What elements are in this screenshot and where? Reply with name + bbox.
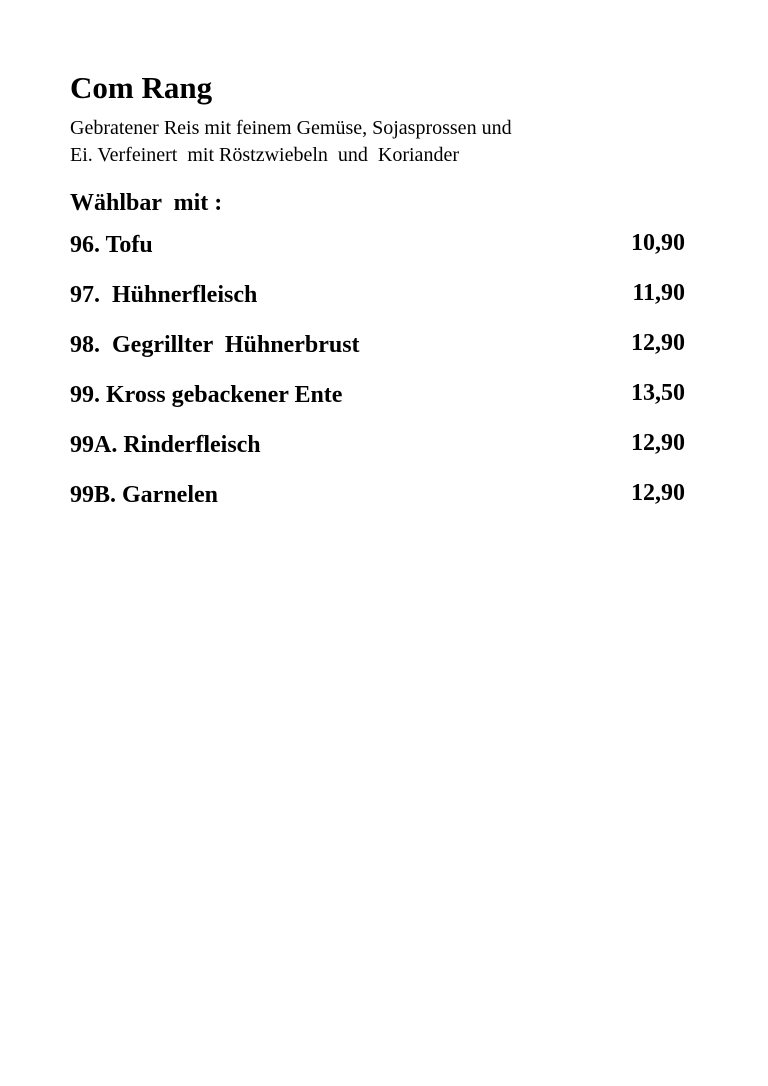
menu-item bbox=[70, 278, 685, 328]
description-line: Gebratener Reis mit feinem Gemüse, Sojasprossen und bbox=[70, 117, 512, 139]
description-line: Ei. Verfeinert mit Röstzwiebeln und Koriander bbox=[70, 144, 459, 166]
item-name: 99. Kross gebackener Ente bbox=[70, 382, 343, 408]
item-name: 99A. Rinderfleisch bbox=[70, 432, 261, 458]
item-name: 99B. Garnelen bbox=[70, 482, 218, 508]
item-price: 11,90 bbox=[632, 280, 685, 306]
menu-item-list bbox=[70, 228, 685, 528]
item-name: 96. Tofu bbox=[70, 232, 153, 258]
dish-description bbox=[70, 115, 630, 169]
menu-item bbox=[70, 328, 685, 378]
menu-item bbox=[70, 428, 685, 478]
choose-label: Wählbar mit : bbox=[70, 190, 223, 216]
menu-item bbox=[70, 478, 685, 528]
dish-title: Com Rang bbox=[70, 70, 213, 105]
item-price: 13,50 bbox=[631, 380, 685, 406]
item-price: 10,90 bbox=[631, 230, 685, 256]
menu-item bbox=[70, 228, 685, 278]
item-price: 12,90 bbox=[631, 330, 685, 356]
menu-item bbox=[70, 378, 685, 428]
item-name: 97. Hühnerfleisch bbox=[70, 282, 258, 308]
item-price: 12,90 bbox=[631, 430, 685, 456]
item-price: 12,90 bbox=[631, 480, 685, 506]
item-name: 98. Gegrillter Hühnerbrust bbox=[70, 332, 360, 358]
